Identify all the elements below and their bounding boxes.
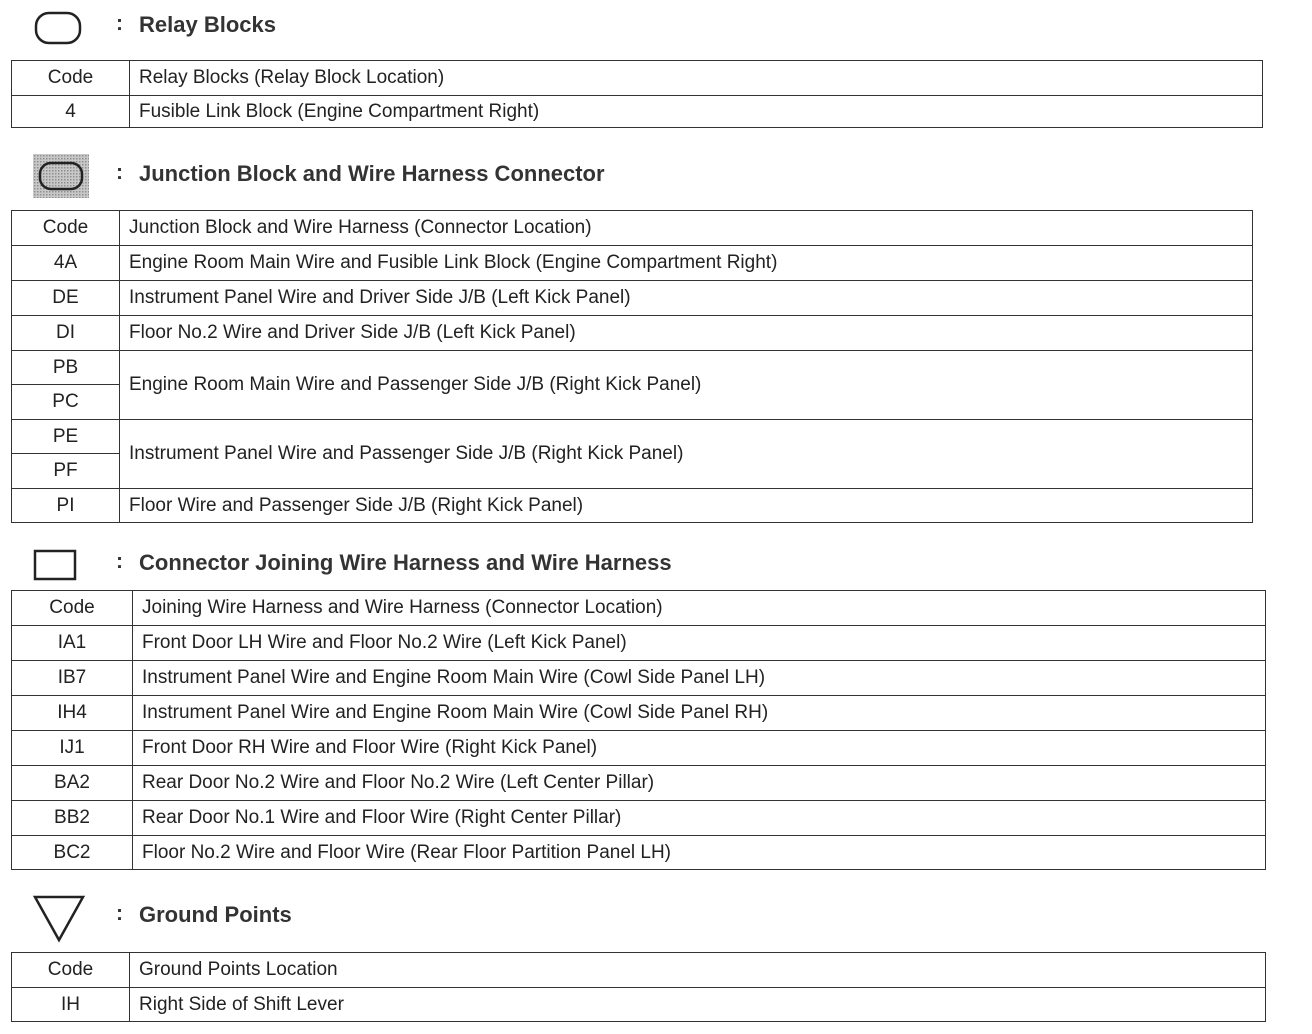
row-desc: Fusible Link Block (Engine Compartment Right): [130, 96, 1263, 128]
heading-colon: :: [116, 12, 123, 35]
table-row: [12, 96, 1263, 128]
table-row: [12, 801, 1266, 836]
header-desc: Ground Points Location: [130, 953, 1266, 988]
table-row: [12, 316, 1253, 351]
row-desc: Instrument Panel Wire and Driver Side J/B (Left Kick Panel): [120, 281, 1253, 316]
row-code: IH4: [12, 696, 133, 731]
row-code: PF: [12, 454, 120, 489]
row-desc: Instrument Panel Wire and Passenger Side J/B (Right Kick Panel): [120, 420, 1253, 489]
table-row: [12, 696, 1266, 731]
row-desc: Floor No.2 Wire and Driver Side J/B (Left Kick Panel): [120, 316, 1253, 351]
heading-colon: :: [116, 902, 123, 925]
table-row: [12, 626, 1266, 661]
table-row: [12, 731, 1266, 766]
row-desc: Floor No.2 Wire and Floor Wire (Rear Floor Partition Panel LH): [133, 836, 1266, 870]
row-desc: Instrument Panel Wire and Engine Room Main Wire (Cowl Side Panel LH): [133, 661, 1266, 696]
table-header-row: [12, 211, 1253, 246]
table-header-row: [12, 591, 1266, 626]
row-code: DI: [12, 316, 120, 351]
row-desc: Right Side of Shift Lever: [130, 988, 1266, 1022]
connector-table: [11, 590, 1266, 870]
header-code: Code: [12, 591, 133, 626]
table-row: [12, 489, 1253, 523]
row-code: 4: [12, 96, 130, 128]
relay-blocks-table: [11, 60, 1263, 128]
table-row: [12, 420, 1253, 454]
section-title: Ground Points: [139, 902, 292, 927]
junction-block-table: [11, 210, 1253, 523]
table-row: [12, 351, 1253, 385]
row-desc: Instrument Panel Wire and Engine Room Main Wire (Cowl Side Panel RH): [133, 696, 1266, 731]
row-code: BC2: [12, 836, 133, 870]
row-desc: Front Door RH Wire and Floor Wire (Right Kick Panel): [133, 731, 1266, 766]
section-title: Relay Blocks: [139, 12, 276, 37]
table-row: [12, 281, 1253, 316]
header-code: Code: [12, 953, 130, 988]
row-desc: Rear Door No.1 Wire and Floor Wire (Right Center Pillar): [133, 801, 1266, 836]
table-row: [12, 836, 1266, 870]
heading-colon: :: [116, 161, 123, 184]
rectangle-icon: [33, 548, 79, 582]
row-code: 4A: [12, 246, 120, 281]
row-code: PI: [12, 489, 120, 523]
row-desc: Floor Wire and Passenger Side J/B (Right Kick Panel): [120, 489, 1253, 523]
table-header-row: [12, 61, 1263, 96]
table-row: [12, 766, 1266, 801]
row-code: PC: [12, 385, 120, 420]
heading-colon: :: [116, 550, 123, 573]
row-code: IB7: [12, 661, 133, 696]
row-code: DE: [12, 281, 120, 316]
section-title: Connector Joining Wire Harness and Wire Harness: [139, 550, 672, 575]
junction-block-heading: [0, 150, 1300, 200]
section-title: Junction Block and Wire Harness Connector: [139, 161, 605, 186]
table-row: [12, 988, 1266, 1022]
row-desc: Rear Door No.2 Wire and Floor No.2 Wire (Left Center Pillar): [133, 766, 1266, 801]
table-header-row: [12, 953, 1266, 988]
row-desc: Front Door LH Wire and Floor No.2 Wire (Left Kick Panel): [133, 626, 1266, 661]
row-code: IJ1: [12, 731, 133, 766]
row-desc: Engine Room Main Wire and Passenger Side J/B (Right Kick Panel): [120, 351, 1253, 420]
row-code: BB2: [12, 801, 133, 836]
row-desc: Engine Room Main Wire and Fusible Link Block (Engine Compartment Right): [120, 246, 1253, 281]
ground-points-table: [11, 952, 1266, 1022]
header-desc: Relay Blocks (Relay Block Location): [130, 61, 1263, 96]
header-desc: Junction Block and Wire Harness (Connector Location): [120, 211, 1253, 246]
rounded-rect-icon: [34, 11, 82, 45]
triangle-icon: [31, 893, 87, 943]
connector-heading: [0, 540, 1300, 590]
row-code: PB: [12, 351, 120, 385]
row-code: IH: [12, 988, 130, 1022]
relay-blocks-heading: [0, 0, 1300, 50]
ground-points-heading: [0, 890, 1300, 940]
row-code: BA2: [12, 766, 133, 801]
header-desc: Joining Wire Harness and Wire Harness (Connector Location): [133, 591, 1266, 626]
row-code: PE: [12, 420, 120, 454]
header-code: Code: [12, 61, 130, 96]
table-row: [12, 661, 1266, 696]
shaded-rounded-rect-icon: [31, 152, 91, 200]
header-code: Code: [12, 211, 120, 246]
row-code: IA1: [12, 626, 133, 661]
table-row: [12, 246, 1253, 281]
